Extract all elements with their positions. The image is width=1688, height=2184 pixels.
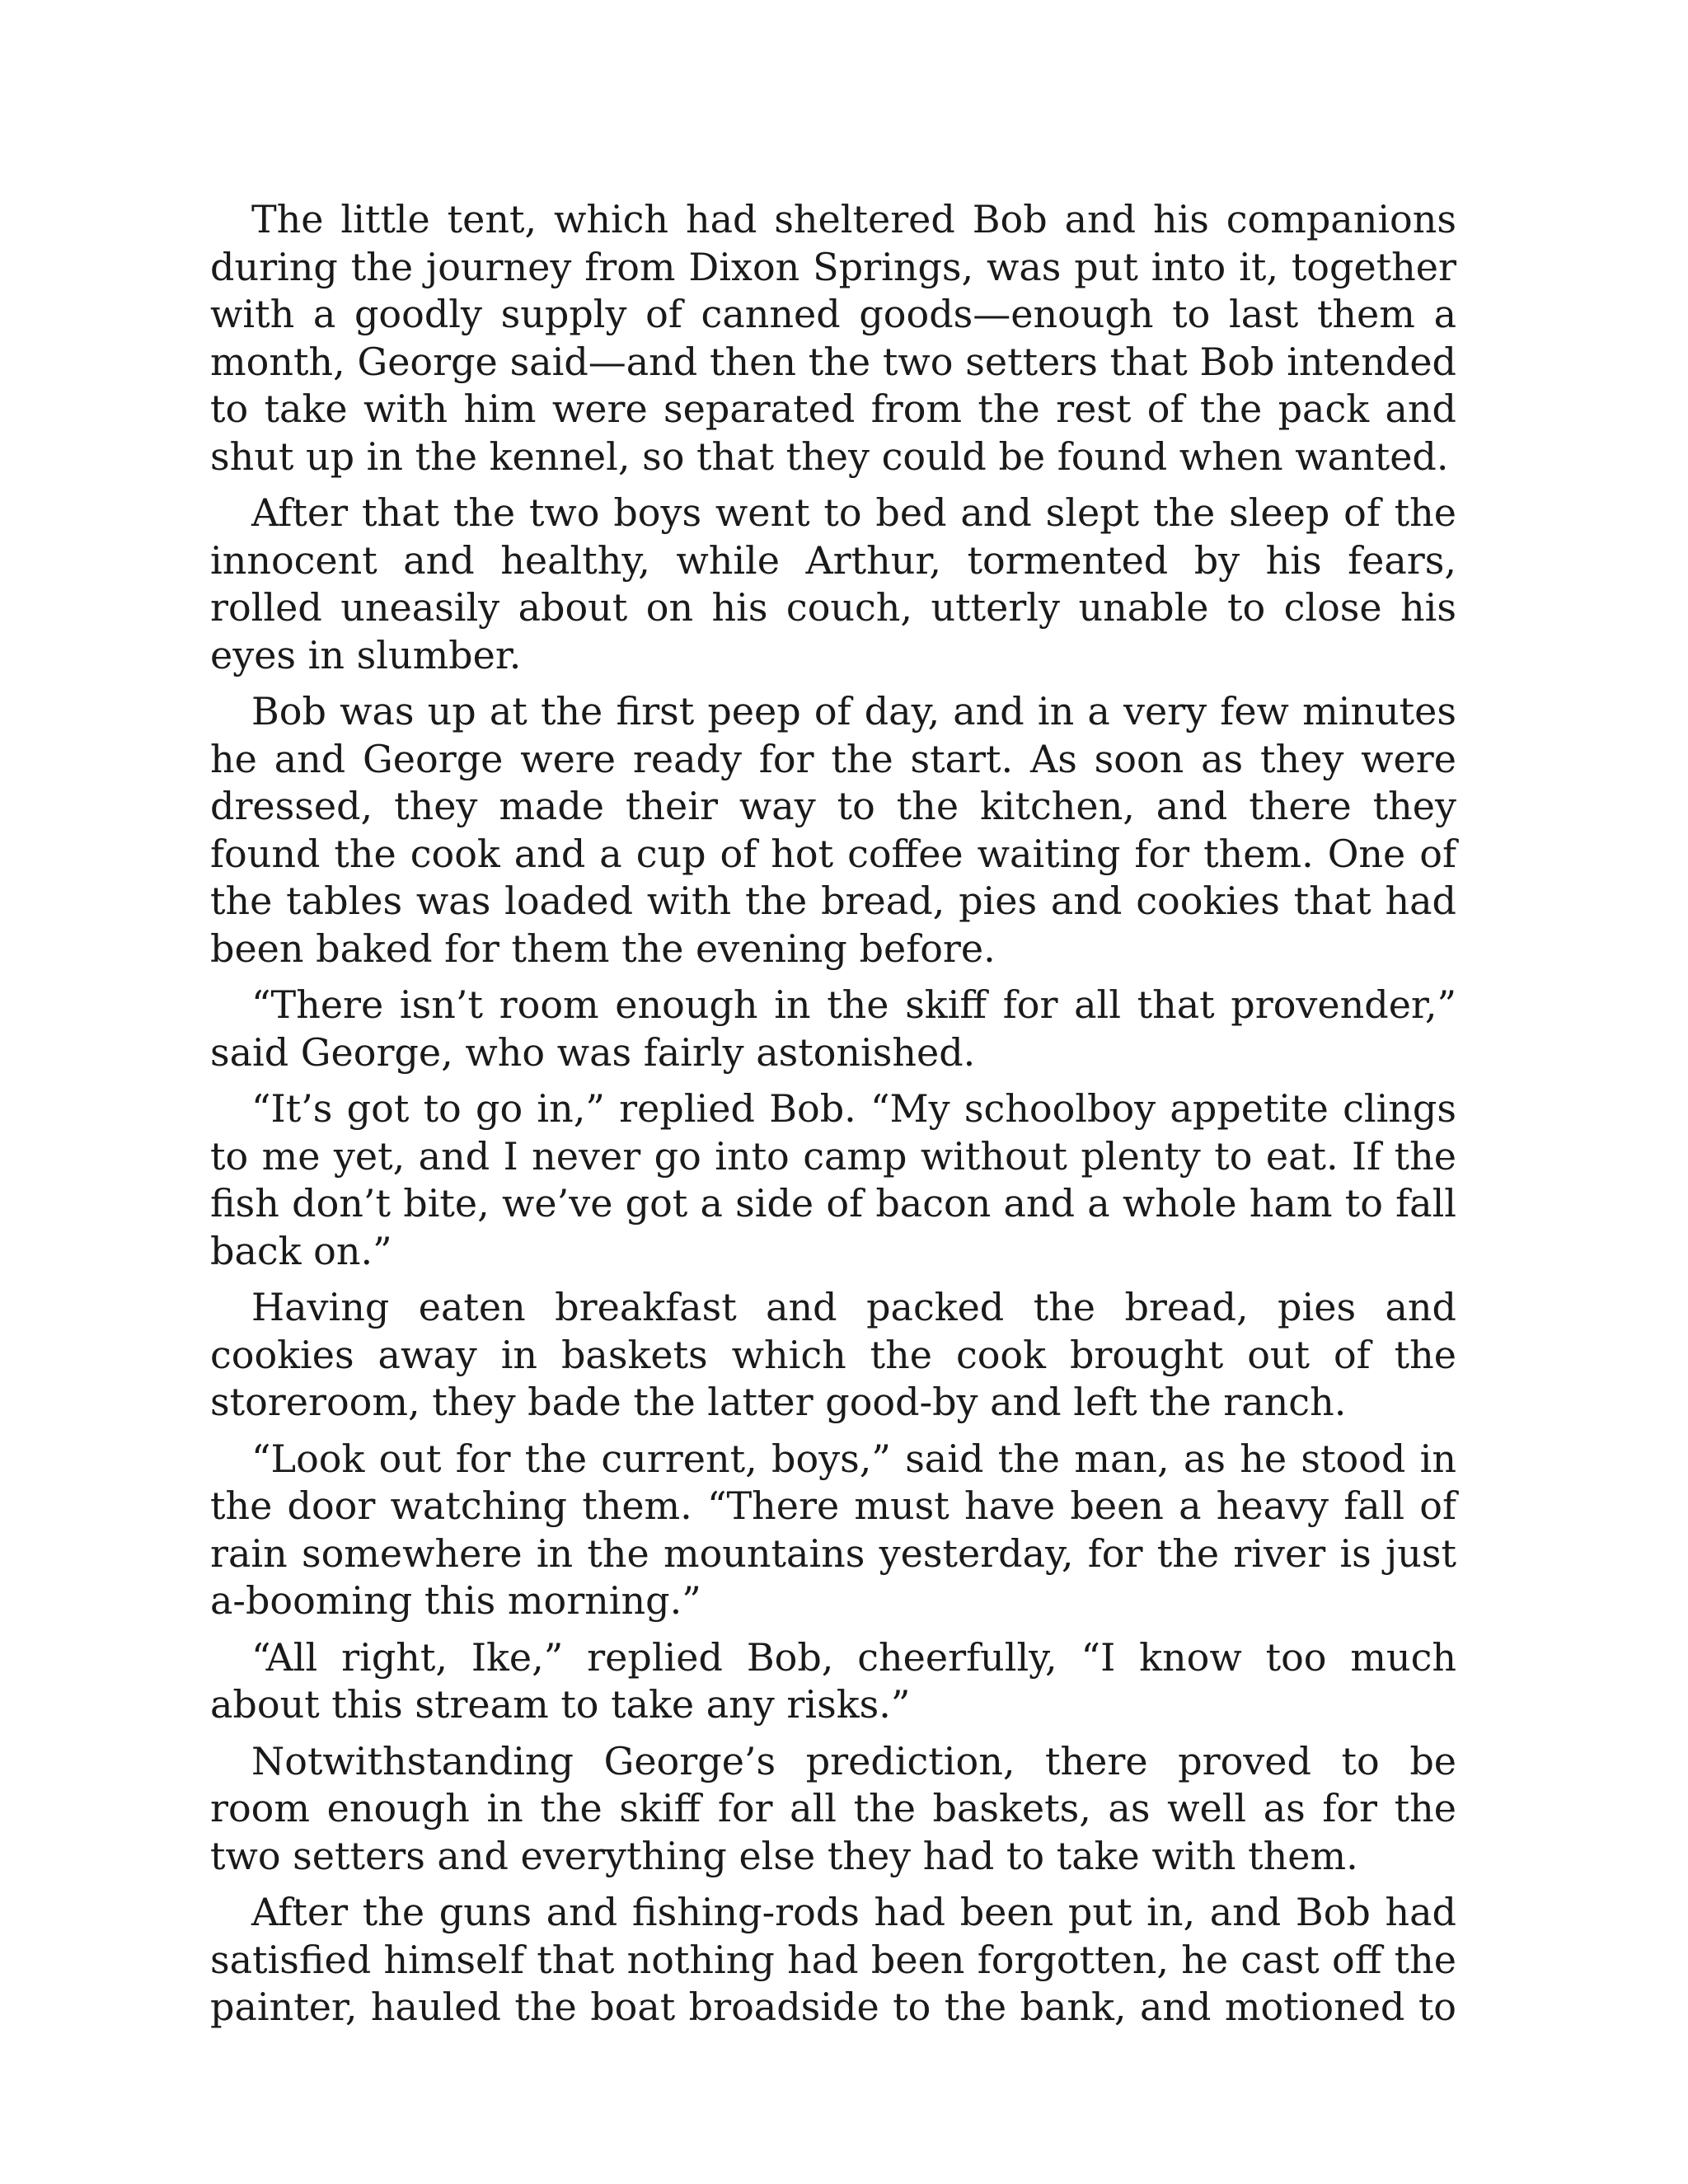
paragraph-2: After that the two boys went to bed and slept the sleep of the innocent and healthy, while Arthur, tormented by his fears, rolled uneasily about on his couch, utterly unable to close his eyes in slumber. <box>210 490 1456 677</box>
paragraph-6: Having eaten breakfast and packed the bread, pies and cookies away in baskets which the cook brought out of the storeroom, they bade the latter good-by and left the ranch. <box>210 1285 1456 1424</box>
book-page-text <box>210 196 1456 2041</box>
paragraph-9: Notwithstanding George’s prediction, there proved to be room enough in the skiff for all the baskets, as well as for the two setters and everything else they had to take with them. <box>210 1738 1456 1878</box>
paragraph-5: “It’s got to go in,” replied Bob. “My schoolboy appetite clings to me yet, and I never go into camp without plenty to eat. If the fish don’t bite, we’ve got a side of bacon and a whole ham to fall back on.” <box>210 1086 1456 1273</box>
paragraph-4: “There isn’t room enough in the skiff for all that provender,” said George, who was fairly astonished. <box>210 982 1456 1075</box>
paragraph-3: Bob was up at the first peep of day, and in a very few minutes he and George were ready for the start. As soon as they were dressed, they made their way to the kitchen, and there they found the cook and a cup of hot coffee waiting for them. One of the tables was loaded with the bread, pies and cookies that had been baked for them the evening before. <box>210 689 1456 971</box>
paragraph-8: “All right, Ike,” replied Bob, cheerfully, “I know too much about this stream to take any risks.” <box>210 1634 1456 1727</box>
paragraph-10: After the guns and fishing-rods had been put in, and Bob had satisfied himself that nothing had been forgotten, he cast off the painter, hauled the boat broadside to the bank, and motioned to <box>210 1890 1456 2029</box>
paragraph-7: “Look out for the current, boys,” said the man, as he stood in the door watching them. “There must have been a heavy fall of rain somewhere in the mountains yesterday, for the river is just a-booming this morning.” <box>210 1436 1456 1623</box>
paragraph-1: The little tent, which had sheltered Bob and his companions during the journey from Dixon Springs, was put into it, together with a goodly supply of canned goods—enough to last them a month, George said—and then the two setters that Bob intended to take with him were separated from the rest of the pack and shut up in the kennel, so that they could be found when wanted. <box>210 197 1456 479</box>
